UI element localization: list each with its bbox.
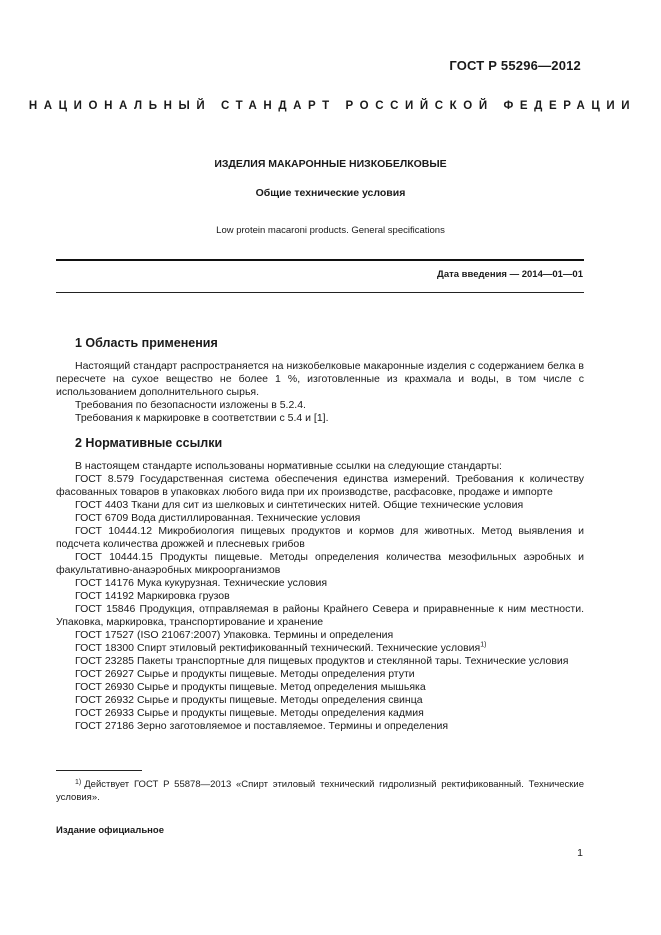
section-heading-scope: 1 Область применения (75, 336, 218, 350)
header-divider-thick (56, 259, 584, 261)
reference-item: ГОСТ 23285 Пакеты транспортные для пищевых продуктов и стеклянной тары. Технические условия (75, 655, 569, 667)
reference-item: ГОСТ 15846 Продукция, отправляемая в районы Крайнего Севера и приравненные к ним местности. Упаковка, маркировка, транспортирование и хранение (56, 603, 584, 628)
footnote-marker: 1) (75, 779, 82, 786)
national-standard-banner: НАЦИОНАЛЬНЫЙ СТАНДАРТ РОССИЙСКОЙ ФЕДЕРАЦИИ (28, 100, 637, 112)
introduction-date: Дата введения — 2014—01—01 (437, 269, 583, 280)
document-subtitle: Общие технические условия (255, 187, 406, 199)
reference-item: ГОСТ 10444.12 Микробиология пищевых продуктов и кормов для животных. Метод выявления и подсчета количества дрожжей и плесневых грибов (56, 525, 584, 550)
reference-item: ГОСТ 26933 Сырье и продукты пищевые. Методы определения кадмия (75, 707, 424, 719)
reference-item: ГОСТ 26930 Сырье и продукты пищевые. Метод определения мышьяка (75, 681, 426, 693)
paragraph: Настоящий стандарт распространяется на низкобелковые макаронные изделия с содержанием белка в пересчете на сухое вещество не более 1 %, изготовленные из крахмала и воды, в том числе с использованием дополнительного сырья. (56, 360, 584, 398)
reference-item: ГОСТ 14176 Мука кукурузная. Технические условия (75, 577, 328, 589)
paragraph: Требования к маркировке в соответствии с 5.4 и [1]. (75, 412, 329, 424)
footnote-marker: 1) (480, 641, 487, 649)
reference-item: ГОСТ 14192 Маркировка грузов (75, 590, 230, 602)
reference-item: ГОСТ 26927 Сырье и продукты пищевые. Методы определения ртути (75, 668, 415, 680)
official-edition-label: Издание официальное (56, 825, 164, 836)
header-divider-thin (56, 292, 584, 293)
footnote (56, 776, 584, 804)
footnote-divider (56, 770, 142, 771)
reference-item: ГОСТ 26932 Сырье и продукты пищевые. Методы определения свинца (75, 694, 423, 706)
reference-item: ГОСТ 8.579 Государственная система обеспечения единства измерений. Требования к количеству фасованных товаров в упаковках любого вида при их производстве, расфасовке, продаже и импорте (56, 473, 584, 498)
document-code: ГОСТ Р 55296—2012 (449, 58, 581, 73)
section-heading-normative-references: 2 Нормативные ссылки (75, 436, 223, 450)
english-title: Low protein macaroni products. General specifications (216, 225, 445, 236)
reference-item: ГОСТ 27186 Зерно заготовляемое и поставляемое. Термины и определения (75, 720, 449, 732)
document-title: ИЗДЕЛИЯ МАКАРОННЫЕ НИЗКОБЕЛКОВЫЕ (214, 158, 447, 170)
reference-item: ГОСТ 4403 Ткани для сит из шелковых и синтетических нитей. Общие технические условия (75, 499, 524, 511)
document-body (56, 336, 584, 733)
page-number: 1 (577, 847, 583, 859)
reference-item: ГОСТ 6709 Вода дистиллированная. Технические условия (75, 512, 361, 524)
reference-item: ГОСТ 17527 (ISO 21067:2007) Упаковка. Термины и определения (75, 629, 394, 641)
reference-item: ГОСТ 10444.15 Продукты пищевые. Методы определения количества мезофильных аэробных и факультативно-анаэробных микроорганизмов (56, 551, 584, 576)
paragraph: Требования по безопасности изложены в 5.2.4. (75, 399, 306, 411)
reference-text: ГОСТ 18300 Спирт этиловый ректификованный технический. Технические условия (75, 642, 481, 654)
paragraph: В настоящем стандарте использованы нормативные ссылки на следующие стандарты: (75, 460, 502, 472)
reference-item-with-footnote (56, 642, 584, 655)
footnote-text: Действует ГОСТ Р 55878—2013 «Спирт этиловый технический гидролизный ректификованный. Технические условия». (56, 779, 584, 803)
